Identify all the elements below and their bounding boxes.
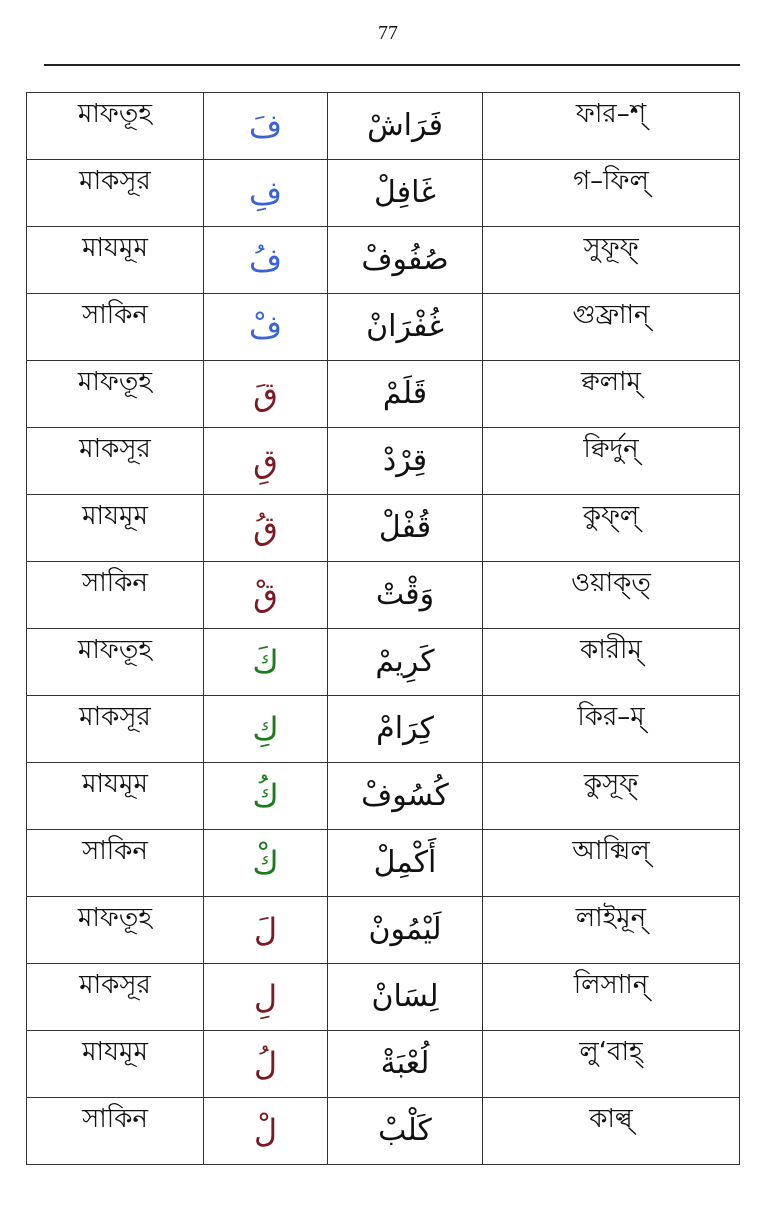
vowel-name: মাযমূম bbox=[82, 1036, 148, 1067]
pronunciation-cell bbox=[483, 964, 740, 1031]
arabic-letter-cell bbox=[204, 696, 328, 763]
vowel-name: মাফতূহ bbox=[77, 902, 153, 933]
vowel-name: সাকিন bbox=[82, 567, 148, 598]
vowel-name-cell bbox=[27, 227, 204, 294]
pronunciation: গুফ্রাান্ bbox=[572, 299, 650, 330]
vowel-name: মাফতূহ bbox=[77, 98, 153, 129]
arabic-word-cell bbox=[328, 763, 483, 830]
letter-vowel-table bbox=[26, 92, 740, 1165]
arabic-word: كَلْبْ bbox=[378, 1113, 432, 1148]
pronunciation-cell bbox=[483, 361, 740, 428]
pronunciation-cell bbox=[483, 629, 740, 696]
page-number: 77 bbox=[378, 22, 398, 44]
arabic-letter-cell bbox=[204, 897, 328, 964]
table-row bbox=[27, 830, 740, 897]
vowel-name-cell bbox=[27, 93, 204, 160]
arabic-letter-cell bbox=[204, 562, 328, 629]
arabic-word-cell bbox=[328, 1098, 483, 1165]
pronunciation: সুফূফ্ bbox=[583, 232, 639, 263]
vowel-name-cell bbox=[27, 830, 204, 897]
vowel-name: মাকসূর bbox=[79, 165, 151, 196]
arabic-word: أَكْمِلْ bbox=[373, 845, 437, 880]
pronunciation-cell bbox=[483, 93, 740, 160]
pronunciation-cell bbox=[483, 696, 740, 763]
arabic-letter: قِ bbox=[253, 441, 278, 480]
arabic-letter: قُ bbox=[253, 508, 278, 547]
arabic-word: فَرَاشْ bbox=[367, 108, 443, 143]
arabic-letter-cell bbox=[204, 160, 328, 227]
vowel-name: মাযমূম bbox=[82, 232, 148, 263]
pronunciation-cell bbox=[483, 1098, 740, 1165]
arabic-word-cell bbox=[328, 495, 483, 562]
arabic-word: قِرْدْ bbox=[382, 443, 428, 478]
arabic-letter: لَ bbox=[253, 910, 278, 949]
vowel-name: মাযমূম bbox=[82, 768, 148, 799]
arabic-letter: كُ bbox=[252, 776, 279, 815]
arabic-letter-cell bbox=[204, 361, 328, 428]
pronunciation: কির–ম্ bbox=[577, 701, 645, 732]
pronunciation: লাইমূন্ bbox=[575, 902, 647, 933]
vowel-name: মাফতূহ bbox=[77, 366, 153, 397]
arabic-word-cell bbox=[328, 93, 483, 160]
pronunciation: লু‘বাহ্ bbox=[579, 1036, 643, 1067]
pronunciation: কারীম্ bbox=[580, 634, 642, 665]
table-row bbox=[27, 495, 740, 562]
pronunciation-cell bbox=[483, 1031, 740, 1098]
arabic-letter-cell bbox=[204, 629, 328, 696]
vowel-name: মাকসূর bbox=[79, 701, 151, 732]
arabic-letter: كِ bbox=[252, 709, 279, 748]
arabic-word-cell bbox=[328, 629, 483, 696]
table-row bbox=[27, 227, 740, 294]
vowel-name-cell bbox=[27, 495, 204, 562]
pronunciation: ওয়াক্ত্ bbox=[571, 567, 651, 598]
pronunciation-cell bbox=[483, 763, 740, 830]
arabic-word-cell bbox=[328, 294, 483, 361]
arabic-letter: لِ bbox=[253, 977, 278, 1016]
arabic-letter: لْ bbox=[253, 1111, 278, 1150]
pronunciation-cell bbox=[483, 830, 740, 897]
arabic-word: غَافِلْ bbox=[374, 175, 436, 210]
arabic-letter-cell bbox=[204, 830, 328, 897]
table-row bbox=[27, 361, 740, 428]
pronunciation-cell bbox=[483, 495, 740, 562]
table-row bbox=[27, 696, 740, 763]
arabic-letter: فِ bbox=[248, 173, 283, 212]
arabic-word: لِسَانْ bbox=[371, 979, 439, 1014]
pronunciation: লিসাান্ bbox=[573, 969, 649, 1000]
arabic-word-cell bbox=[328, 227, 483, 294]
arabic-word: قَلَمْ bbox=[382, 376, 428, 411]
vowel-name-cell bbox=[27, 897, 204, 964]
arabic-word: قُفْلْ bbox=[378, 510, 432, 545]
arabic-letter-cell bbox=[204, 495, 328, 562]
vowel-name-cell bbox=[27, 629, 204, 696]
table-row bbox=[27, 1031, 740, 1098]
table-row bbox=[27, 629, 740, 696]
vowel-name-cell bbox=[27, 696, 204, 763]
arabic-word-cell bbox=[328, 964, 483, 1031]
arabic-word-cell bbox=[328, 696, 483, 763]
pronunciation: কুফ্ল্ bbox=[582, 500, 640, 531]
table-row bbox=[27, 294, 740, 361]
arabic-letter: فُ bbox=[248, 240, 283, 279]
pronunciation-cell bbox=[483, 897, 740, 964]
pronunciation-cell bbox=[483, 294, 740, 361]
arabic-letter: قْ bbox=[253, 575, 278, 614]
table-row bbox=[27, 1098, 740, 1165]
arabic-word-cell bbox=[328, 897, 483, 964]
vowel-name: সাকিন bbox=[82, 835, 148, 866]
arabic-letter-cell bbox=[204, 227, 328, 294]
arabic-word-cell bbox=[328, 562, 483, 629]
arabic-letter-cell bbox=[204, 964, 328, 1031]
pronunciation-cell bbox=[483, 428, 740, 495]
table-row bbox=[27, 763, 740, 830]
pronunciation: ফার–শ্ bbox=[575, 98, 647, 129]
arabic-word: كِرَامْ bbox=[376, 711, 434, 746]
arabic-letter-cell bbox=[204, 428, 328, 495]
vowel-name-cell bbox=[27, 1098, 204, 1165]
arabic-letter: لُ bbox=[253, 1044, 278, 1083]
arabic-letter: كْ bbox=[252, 843, 279, 882]
vowel-name-cell bbox=[27, 294, 204, 361]
pronunciation-cell bbox=[483, 227, 740, 294]
arabic-word: غُفْرَانْ bbox=[366, 309, 444, 344]
pronunciation: কুসূফ্ bbox=[583, 768, 639, 799]
pronunciation-cell bbox=[483, 160, 740, 227]
table-row bbox=[27, 93, 740, 160]
table-row bbox=[27, 428, 740, 495]
arabic-word-cell bbox=[328, 160, 483, 227]
vowel-name: সাকিন bbox=[82, 1103, 148, 1134]
vowel-name: মাকসূর bbox=[79, 433, 151, 464]
arabic-letter-cell bbox=[204, 1098, 328, 1165]
vowel-name-cell bbox=[27, 562, 204, 629]
vowel-name: মাযমূম bbox=[82, 500, 148, 531]
arabic-word: وَقْتْ bbox=[375, 577, 435, 612]
header-divider bbox=[44, 64, 740, 66]
arabic-letter: قَ bbox=[253, 374, 278, 413]
arabic-word-cell bbox=[328, 361, 483, 428]
pronunciation: ক্বলাম্ bbox=[580, 366, 641, 397]
arabic-word-cell bbox=[328, 830, 483, 897]
pronunciation: কাল্ব্ bbox=[589, 1103, 633, 1134]
arabic-letter-cell bbox=[204, 763, 328, 830]
arabic-letter-cell bbox=[204, 1031, 328, 1098]
vowel-name-cell bbox=[27, 428, 204, 495]
table-row bbox=[27, 964, 740, 1031]
arabic-letter-cell bbox=[204, 294, 328, 361]
arabic-word-cell bbox=[328, 428, 483, 495]
table-row bbox=[27, 562, 740, 629]
vowel-name-cell bbox=[27, 1031, 204, 1098]
pronunciation-cell bbox=[483, 562, 740, 629]
table-row bbox=[27, 897, 740, 964]
pronunciation: গ–ফিল্ bbox=[573, 165, 649, 196]
arabic-letter: كَ bbox=[252, 642, 279, 681]
table-body bbox=[27, 93, 740, 1165]
arabic-word: لُعْبَةْ bbox=[380, 1046, 430, 1081]
vowel-name-cell bbox=[27, 964, 204, 1031]
pronunciation: আক্মিল্ bbox=[572, 835, 650, 866]
vowel-name-cell bbox=[27, 763, 204, 830]
arabic-letter: فَ bbox=[248, 106, 283, 145]
vowel-name: মাকসূর bbox=[79, 969, 151, 1000]
vowel-name-cell bbox=[27, 160, 204, 227]
arabic-letter: فْ bbox=[248, 307, 283, 346]
arabic-word: صُفُوفْ bbox=[361, 242, 449, 277]
arabic-letter-cell bbox=[204, 93, 328, 160]
arabic-word: كَرِيمْ bbox=[375, 644, 435, 679]
arabic-word-cell bbox=[328, 1031, 483, 1098]
vowel-name-cell bbox=[27, 361, 204, 428]
table-row bbox=[27, 160, 740, 227]
arabic-word: لَيْمُونْ bbox=[368, 912, 442, 947]
pronunciation: ক্বির্দুন্ bbox=[583, 433, 639, 464]
arabic-word: كُسُوفْ bbox=[361, 778, 449, 813]
vowel-name: সাকিন bbox=[82, 299, 148, 330]
vowel-name: মাফতূহ bbox=[77, 634, 153, 665]
